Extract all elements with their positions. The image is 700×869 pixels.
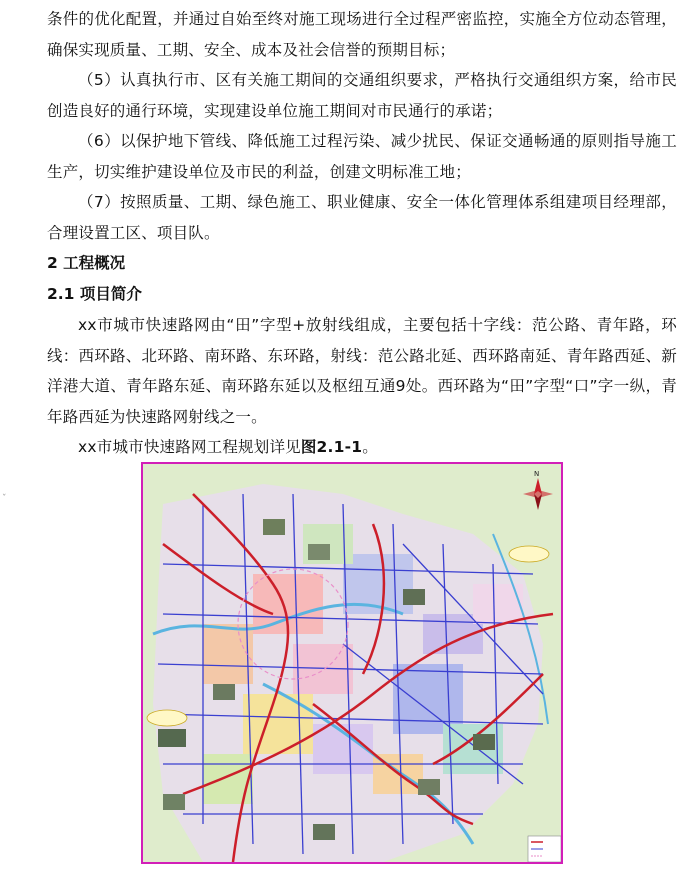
photo-thumbnail — [418, 779, 440, 795]
paragraph-item-6: （6）以保护地下管线、降低施工过程污染、减少扰民、保证交通畅通的原则指导施工生产，切实维护建设单位及市民的利益，创建文明标准工地； — [47, 132, 677, 181]
figure-ref-link[interactable]: 图2.1-1 — [300, 438, 363, 456]
map-legend — [528, 836, 561, 862]
paragraph-intro: 条件的优化配置，并通过自始至终对施工现场进行全过程严密监控，实施全方位动态管理，确保实现质量、工期、安全、成本及社会信誉的预期目标； — [47, 10, 677, 59]
photo-thumbnail — [263, 519, 285, 535]
photo-thumbnail — [158, 729, 186, 747]
road-network-map — [143, 464, 561, 862]
photo-thumbnail — [403, 589, 425, 605]
photo-thumbnail — [313, 824, 335, 840]
photo-thumbnail — [213, 684, 235, 700]
photo-thumbnail — [163, 794, 185, 810]
landuse-patch — [203, 754, 253, 804]
figure-ref-text: xx市城市快速路网工程规划详见 — [78, 438, 301, 456]
section-heading-2: 2 工程概况 — [47, 254, 126, 272]
road-network-map-figure — [141, 462, 563, 864]
paragraph-figure-reference — [47, 432, 677, 463]
paragraph-item-7: （7）按照质量、工期、绿色施工、职业健康、安全一体化管理体系组建项目经理部，合理设置工区、项目队。 — [47, 193, 677, 242]
north-label: N — [534, 470, 540, 478]
paragraph-project-intro: xx市城市快速路网由“田”字型+放射线组成，主要包括十字线：范公路、青年路，环线：西环路、北环路、南环路、东环路，射线：范公路北延、西环路南延、青年路西延、新洋港大道、青年路东延、南环路东延以及枢纽互通9处。西环路为“田”字型“口”字一纵，青年路西延为快速路网射线之一。 — [47, 316, 677, 426]
figure-ref-end: 。 — [362, 438, 378, 456]
landuse-patch — [243, 694, 313, 754]
photo-thumbnail — [308, 544, 330, 560]
margin-collapse-mark[interactable]: ˇ — [2, 494, 7, 504]
landuse-patch — [393, 664, 463, 734]
paragraph-item-5: （5）认真执行市、区有关施工期间的交通组织要求，严格执行交通组织方案，给市民创造良好的通行环境，实现建设单位施工期间对市民通行的承诺； — [47, 71, 677, 120]
callout-bubble — [147, 710, 187, 726]
section-heading-2-1: 2.1 项目简介 — [47, 285, 142, 303]
callout-bubble — [509, 546, 549, 562]
landuse-patch — [203, 624, 253, 684]
photo-thumbnail — [473, 734, 495, 750]
